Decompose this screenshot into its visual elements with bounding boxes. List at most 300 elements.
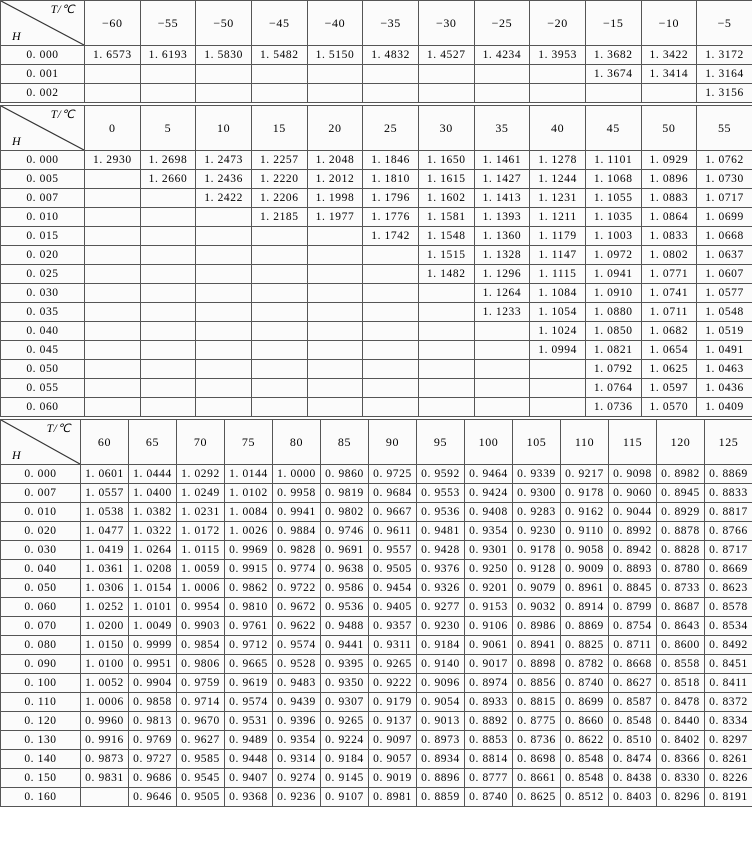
table-cell-value: 1. 1977	[307, 208, 363, 227]
table-cell-value: 1. 3156	[697, 84, 752, 103]
table-cell-value: 0. 9999	[129, 636, 177, 655]
table-cell-value: 1. 0668	[697, 227, 752, 246]
table-cell-value: 0. 8297	[705, 731, 752, 750]
table-row	[1, 322, 752, 341]
table-cell-value: 0. 9813	[129, 712, 177, 731]
table-cell-value: 0. 8474	[609, 750, 657, 769]
table-cell-empty	[307, 303, 363, 322]
table-cell-value: 0. 9405	[369, 598, 417, 617]
table-cell-value: 0. 9162	[561, 503, 609, 522]
table-cell-value: 0. 9178	[561, 484, 609, 503]
table-cell-value: 0. 9357	[369, 617, 417, 636]
table-cell-value: 1. 1581	[418, 208, 474, 227]
table-cell-value: 0. 9915	[225, 560, 273, 579]
table-cell-value: 1. 2048	[307, 151, 363, 170]
table-cell-value: 1. 1615	[418, 170, 474, 189]
table-cell-value: 0. 8859	[417, 788, 465, 807]
table-cell-empty	[474, 341, 530, 360]
table-cell-value: 0. 9528	[273, 655, 321, 674]
table-cell-value: 0. 9828	[273, 541, 321, 560]
table-cell-value: 1. 1035	[585, 208, 641, 227]
diagonal-header-cell	[1, 1, 85, 46]
table-cell-value: 1. 0717	[697, 189, 752, 208]
table-row	[1, 341, 752, 360]
table-cell-value: 1. 0519	[697, 322, 752, 341]
table-cell-value: 0. 9627	[177, 731, 225, 750]
table-cell-value: 0. 9032	[513, 598, 561, 617]
row-header-h-value: 0. 050	[1, 360, 85, 379]
column-header-temperature: 70	[177, 420, 225, 465]
table-cell-value: 0. 8896	[417, 769, 465, 788]
table-cell-value: 0. 8492	[705, 636, 752, 655]
table-cell-empty	[418, 84, 474, 103]
table-cell-value: 0. 9670	[177, 712, 225, 731]
table-cell-value: 0. 8451	[705, 655, 752, 674]
table-row	[1, 560, 752, 579]
table-cell-value: 1. 1068	[585, 170, 641, 189]
table-cell-empty	[307, 341, 363, 360]
table-cell-value: 0. 9311	[369, 636, 417, 655]
column-header-temperature: 95	[417, 420, 465, 465]
table-cell-value: 0. 8643	[657, 617, 705, 636]
table-cell-value: 1. 0802	[641, 246, 697, 265]
table-cell-value: 0. 9314	[273, 750, 321, 769]
table-cell-value: 1. 5830	[196, 46, 252, 65]
table-3	[0, 419, 752, 807]
table-cell-value: 1. 0972	[585, 246, 641, 265]
row-header-h-value: 0. 055	[1, 379, 85, 398]
table-header-row	[1, 106, 752, 151]
table-cell-value: 0. 9137	[369, 712, 417, 731]
column-header-temperature: 45	[585, 106, 641, 151]
table-cell-empty	[196, 379, 252, 398]
table-cell-value: 0. 8261	[705, 750, 752, 769]
table-cell-value: 1. 1360	[474, 227, 530, 246]
column-header-temperature: 5	[140, 106, 196, 151]
table-cell-value: 0. 8934	[417, 750, 465, 769]
table-cell-value: 1. 0821	[585, 341, 641, 360]
table-cell-value: 0. 8814	[465, 750, 513, 769]
table-cell-value: 1. 3164	[697, 65, 752, 84]
table-cell-value: 1. 1084	[530, 284, 586, 303]
table-cell-value: 0. 9178	[513, 541, 561, 560]
table-cell-value: 0. 8600	[657, 636, 705, 655]
table-cell-value: 1. 0570	[641, 398, 697, 417]
table-cell-value: 0. 8869	[561, 617, 609, 636]
table-cell-value: 0. 8440	[657, 712, 705, 731]
table-cell-empty	[140, 227, 196, 246]
table-cell-empty	[85, 284, 141, 303]
row-header-h-value: 0. 040	[1, 322, 85, 341]
table-cell-value: 0. 9236	[273, 788, 321, 807]
table-cell-value: 1. 1115	[530, 265, 586, 284]
table-cell-value: 1. 0059	[177, 560, 225, 579]
table-cell-value: 1. 4832	[363, 46, 419, 65]
table-cell-value: 0. 8669	[705, 560, 752, 579]
column-header-temperature: −30	[418, 1, 474, 46]
table-cell-value: 0. 9395	[321, 655, 369, 674]
table-cell-value: 1. 5150	[307, 46, 363, 65]
table-cell-value: 0. 8869	[705, 465, 752, 484]
column-header-temperature: 20	[307, 106, 363, 151]
table-cell-value: 0. 9140	[417, 655, 465, 674]
table-row	[1, 398, 752, 417]
table-cell-empty	[474, 322, 530, 341]
table-cell-value: 0. 9725	[369, 465, 417, 484]
column-header-temperature: 90	[369, 420, 417, 465]
table-cell-value: 0. 9424	[465, 484, 513, 503]
table-cell-empty	[196, 360, 252, 379]
table-cell-value: 0. 9873	[81, 750, 129, 769]
table-cell-value: 0. 8717	[705, 541, 752, 560]
table-cell-value: 0. 9300	[513, 484, 561, 503]
table-cell-value: 1. 0200	[81, 617, 129, 636]
table-cell-empty	[196, 84, 252, 103]
table-row	[1, 598, 752, 617]
table-cell-value: 1. 0896	[641, 170, 697, 189]
table-cell-value: 1. 0144	[225, 465, 273, 484]
column-header-temperature: −10	[641, 1, 697, 46]
row-header-h-value: 0. 015	[1, 227, 85, 246]
table-cell-value: 0. 8699	[561, 693, 609, 712]
table-cell-value: 0. 9019	[369, 769, 417, 788]
table-cell-value: 0. 9017	[465, 655, 513, 674]
row-header-h-value: 0. 001	[1, 65, 85, 84]
table-cell-value: 0. 9854	[177, 636, 225, 655]
table-cell-empty	[363, 84, 419, 103]
table-row	[1, 465, 752, 484]
table-cell-value: 0. 8438	[609, 769, 657, 788]
row-header-h-value: 0. 080	[1, 636, 81, 655]
table-cell-value: 0. 9954	[177, 598, 225, 617]
table-cell-value: 0. 8534	[705, 617, 752, 636]
table-row	[1, 769, 752, 788]
row-header-h-value: 0. 000	[1, 46, 85, 65]
table-cell-value: 0. 9691	[321, 541, 369, 560]
table-cell-empty	[363, 322, 419, 341]
table-cell-value: 1. 1776	[363, 208, 419, 227]
table-cell-value: 0. 8961	[561, 579, 609, 598]
corner-h-label: H	[12, 448, 22, 462]
table-cell-value: 0. 8799	[609, 598, 657, 617]
table-cell-empty	[307, 65, 363, 84]
table-cell-value: 1. 1796	[363, 189, 419, 208]
table-cell-empty	[85, 65, 141, 84]
table-row	[1, 360, 752, 379]
table-cell-empty	[251, 360, 307, 379]
table-row	[1, 84, 752, 103]
table-cell-value: 1. 0322	[129, 522, 177, 541]
table-cell-value: 0. 9230	[513, 522, 561, 541]
table-cell-empty	[85, 265, 141, 284]
table-cell-value: 1. 0910	[585, 284, 641, 303]
table-cell-value: 1. 0102	[225, 484, 273, 503]
table-cell-empty	[307, 84, 363, 103]
row-header-h-value: 0. 130	[1, 731, 81, 750]
table-cell-value: 1. 3682	[585, 46, 641, 65]
table-cell-value: 0. 8660	[561, 712, 609, 731]
table-cell-value: 1. 0264	[129, 541, 177, 560]
table-cell-value: 1. 0172	[177, 522, 225, 541]
table-cell-empty	[307, 379, 363, 398]
table-cell-value: 1. 3953	[530, 46, 586, 65]
table-cell-value: 0. 9224	[321, 731, 369, 750]
table-cell-value: 0. 8711	[609, 636, 657, 655]
table-cell-value: 0. 9106	[465, 617, 513, 636]
table-cell-value: 1. 6573	[85, 46, 141, 65]
table-cell-empty	[196, 322, 252, 341]
table-cell-empty	[474, 398, 530, 417]
table-cell-empty	[307, 284, 363, 303]
table-cell-empty	[196, 398, 252, 417]
table-cell-empty	[81, 788, 129, 807]
corner-h-label: H	[12, 29, 22, 43]
row-header-h-value: 0. 040	[1, 560, 81, 579]
table-cell-empty	[363, 398, 419, 417]
table-cell-value: 0. 9350	[321, 674, 369, 693]
table-cell-value: 0. 9574	[225, 693, 273, 712]
table-cell-empty	[85, 227, 141, 246]
table-cell-empty	[418, 284, 474, 303]
table-cell-value: 1. 0625	[641, 360, 697, 379]
table-cell-value: 0. 9376	[417, 560, 465, 579]
corner-temp-label: T/℃	[50, 109, 75, 121]
table-cell-empty	[307, 360, 363, 379]
table-cell-value: 1. 0864	[641, 208, 697, 227]
table-cell-value: 1. 1548	[418, 227, 474, 246]
table-cell-value: 0. 9904	[129, 674, 177, 693]
table-cell-value: 1. 0208	[129, 560, 177, 579]
table-cell-value: 1. 0084	[225, 503, 273, 522]
table-cell-value: 1. 0557	[81, 484, 129, 503]
table-cell-empty	[474, 360, 530, 379]
table-cell-value: 0. 8548	[609, 712, 657, 731]
table-cell-value: 1. 0006	[81, 693, 129, 712]
table-cell-value: 0. 8853	[465, 731, 513, 750]
table-cell-value: 0. 8226	[705, 769, 752, 788]
table-cell-value: 1. 1231	[530, 189, 586, 208]
table-2	[0, 105, 752, 417]
table-row	[1, 46, 752, 65]
table-cell-value: 0. 9806	[177, 655, 225, 674]
table-cell-empty	[140, 398, 196, 417]
table-cell-value: 0. 9107	[321, 788, 369, 807]
table-cell-value: 0. 8893	[609, 560, 657, 579]
table-cell-value: 1. 0607	[697, 265, 752, 284]
table-cell-empty	[363, 246, 419, 265]
diagonal-header-cell	[1, 420, 81, 465]
table-cell-empty	[85, 341, 141, 360]
table-cell-empty	[530, 398, 586, 417]
table-cell-empty	[307, 398, 363, 417]
table-cell-value: 0. 9684	[369, 484, 417, 503]
table-cell-value: 1. 0730	[697, 170, 752, 189]
table-cell-value: 0. 9274	[273, 769, 321, 788]
table-cell-value: 1. 2185	[251, 208, 307, 227]
table-cell-value: 1. 2206	[251, 189, 307, 208]
table-cell-value: 0. 9622	[273, 617, 321, 636]
table-cell-value: 0. 9774	[273, 560, 321, 579]
table-cell-value: 0. 8780	[657, 560, 705, 579]
table-cell-value: 1. 2220	[251, 170, 307, 189]
table-cell-value: 1. 1296	[474, 265, 530, 284]
table-cell-value: 1. 6193	[140, 46, 196, 65]
table-cell-empty	[196, 303, 252, 322]
table-row	[1, 189, 752, 208]
column-header-temperature: 25	[363, 106, 419, 151]
table-row	[1, 65, 752, 84]
table-cell-value: 0. 9184	[417, 636, 465, 655]
table-cell-value: 0. 8973	[417, 731, 465, 750]
table-cell-empty	[140, 84, 196, 103]
table-cell-value: 1. 0682	[641, 322, 697, 341]
table-cell-value: 1. 1846	[363, 151, 419, 170]
table-cell-value: 0. 8578	[705, 598, 752, 617]
column-header-temperature: 115	[609, 420, 657, 465]
table-cell-value: 1. 1003	[585, 227, 641, 246]
table-cell-value: 0. 9672	[273, 598, 321, 617]
table-cell-value: 0. 9505	[177, 788, 225, 807]
table-cell-value: 0. 8992	[609, 522, 657, 541]
table-cell-value: 0. 9860	[321, 465, 369, 484]
table-cell-value: 0. 9098	[609, 465, 657, 484]
table-cell-value: 0. 8334	[705, 712, 752, 731]
table-cell-empty	[140, 208, 196, 227]
table-cell-empty	[85, 360, 141, 379]
column-header-temperature: 40	[530, 106, 586, 151]
table-cell-value: 1. 0100	[81, 655, 129, 674]
table-header-row	[1, 420, 752, 465]
table-cell-value: 1. 0833	[641, 227, 697, 246]
table-cell-value: 0. 8548	[561, 750, 609, 769]
table-cell-value: 0. 8777	[465, 769, 513, 788]
table-cell-empty	[363, 265, 419, 284]
table-cell-value: 0. 8512	[561, 788, 609, 807]
table-cell-value: 0. 8518	[657, 674, 705, 693]
table-cell-value: 0. 9265	[321, 712, 369, 731]
table-cell-value: 0. 8478	[657, 693, 705, 712]
table-cell-value: 0. 9153	[465, 598, 513, 617]
table-cell-value: 0. 8782	[561, 655, 609, 674]
table-cell-empty	[85, 246, 141, 265]
table-cell-value: 0. 8825	[561, 636, 609, 655]
table-cell-value: 0. 9714	[177, 693, 225, 712]
table-cell-value: 1. 2012	[307, 170, 363, 189]
table-cell-value: 0. 9054	[417, 693, 465, 712]
corner-temp-label: T/℃	[46, 423, 71, 435]
table-cell-value: 0. 9441	[321, 636, 369, 655]
row-header-h-value: 0. 025	[1, 265, 85, 284]
table-cell-value: 1. 0741	[641, 284, 697, 303]
table-cell-value: 1. 0252	[81, 598, 129, 617]
table-cell-value: 0. 9960	[81, 712, 129, 731]
table-cell-empty	[196, 208, 252, 227]
table-cell-value: 0. 8623	[705, 579, 752, 598]
table-cell-empty	[85, 398, 141, 417]
table-cell-empty	[251, 65, 307, 84]
table-cell-value: 0. 8403	[609, 788, 657, 807]
table-cell-value: 0. 9759	[177, 674, 225, 693]
row-header-h-value: 0. 030	[1, 284, 85, 303]
column-header-temperature: 100	[465, 420, 513, 465]
row-header-h-value: 0. 045	[1, 341, 85, 360]
table-cell-value: 1. 0880	[585, 303, 641, 322]
table-cell-value: 0. 9326	[417, 579, 465, 598]
row-header-h-value: 0. 000	[1, 465, 81, 484]
table-cell-empty	[251, 303, 307, 322]
table-cell-value: 0. 9179	[369, 693, 417, 712]
table-header-row	[1, 1, 752, 46]
table-cell-value: 0. 8845	[609, 579, 657, 598]
table-cell-value: 0. 9128	[513, 560, 561, 579]
table-cell-value: 0. 9958	[273, 484, 321, 503]
table-cell-value: 0. 9058	[561, 541, 609, 560]
table-cell-value: 1. 1461	[474, 151, 530, 170]
table-cell-empty	[85, 208, 141, 227]
column-header-temperature: 125	[705, 420, 752, 465]
column-header-temperature: 10	[196, 106, 252, 151]
table-cell-value: 1. 0883	[641, 189, 697, 208]
column-header-temperature: −45	[251, 1, 307, 46]
table-cell-value: 0. 8558	[657, 655, 705, 674]
table-cell-empty	[251, 246, 307, 265]
table-cell-value: 0. 8687	[657, 598, 705, 617]
table-cell-value: 0. 8698	[513, 750, 561, 769]
table-cell-value: 1. 1264	[474, 284, 530, 303]
table-cell-value: 0. 8766	[705, 522, 752, 541]
table-cell-value: 0. 9044	[609, 503, 657, 522]
column-header-temperature: −35	[363, 1, 419, 46]
table-cell-value: 0. 9009	[561, 560, 609, 579]
row-header-h-value: 0. 150	[1, 769, 81, 788]
table-cell-value: 1. 2698	[140, 151, 196, 170]
table-cell-value: 0. 9686	[129, 769, 177, 788]
table-cell-value: 1. 1393	[474, 208, 530, 227]
table-cell-value: 1. 0409	[697, 398, 752, 417]
table-cell-empty	[530, 379, 586, 398]
table-cell-value: 0. 9464	[465, 465, 513, 484]
diagonal-header-cell	[1, 106, 85, 151]
table-cell-value: 1. 4234	[474, 46, 530, 65]
table-cell-empty	[251, 322, 307, 341]
table-cell-empty	[85, 84, 141, 103]
table-cell-value: 0. 8548	[561, 769, 609, 788]
table-cell-value: 0. 8817	[705, 503, 752, 522]
table-cell-empty	[418, 379, 474, 398]
table-row	[1, 503, 752, 522]
table-cell-value: 0. 9283	[513, 503, 561, 522]
table-cell-value: 1. 0150	[81, 636, 129, 655]
table-cell-value: 0. 9277	[417, 598, 465, 617]
table-cell-value: 0. 8933	[465, 693, 513, 712]
table-cell-value: 1. 2660	[140, 170, 196, 189]
table-cell-value: 1. 0597	[641, 379, 697, 398]
table-cell-value: 1. 0654	[641, 341, 697, 360]
table-cell-value: 0. 8733	[657, 579, 705, 598]
table-row	[1, 170, 752, 189]
table-cell-value: 0. 9483	[273, 674, 321, 693]
table-cell-empty	[585, 84, 641, 103]
table-row	[1, 284, 752, 303]
table-cell-empty	[140, 265, 196, 284]
table-cell-empty	[474, 379, 530, 398]
table-cell-value: 1. 2422	[196, 189, 252, 208]
table-cell-value: 0. 8411	[705, 674, 752, 693]
table-cell-value: 0. 9802	[321, 503, 369, 522]
table-cell-value: 0. 8815	[513, 693, 561, 712]
row-header-h-value: 0. 010	[1, 208, 85, 227]
table-cell-value: 0. 8986	[513, 617, 561, 636]
